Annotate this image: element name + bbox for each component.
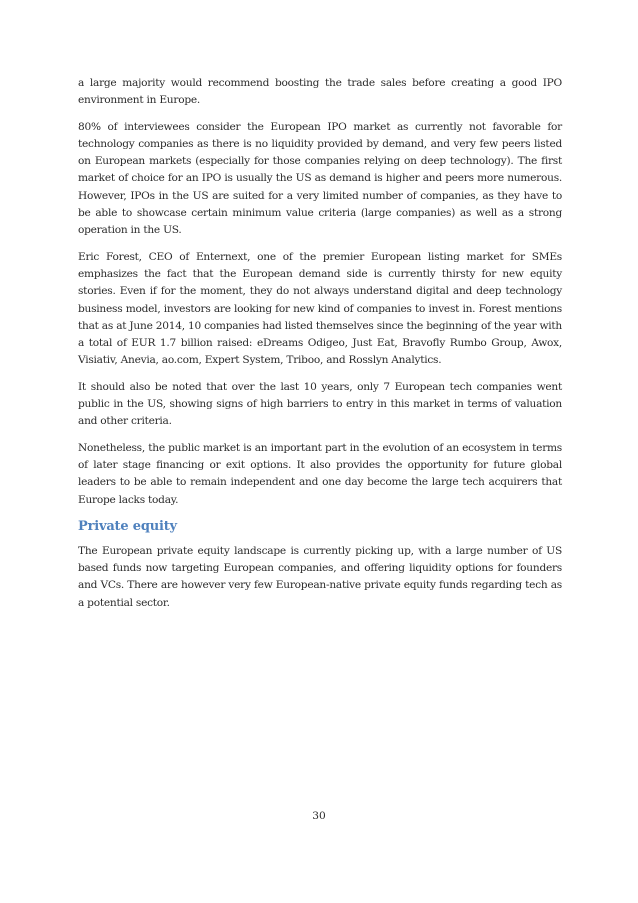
paragraph-2: 80% of interviewees consider the European IPO market as currently not favorable for technology companies as there is no liquidity provided by demand, and very few peers listed on European markets (especially for those companies relying on deep technology). The first market of choice for an IPO is usually the US as demand is higher and peers more numerous. However, IPOs in the US are suited for a very limited number of companies, as they have to be able to showcase certain minimum value criteria (large companies) as well as a strong operation in the US. — [78, 120, 562, 237]
page-number: 30 — [312, 810, 326, 822]
paragraph-3: Eric Forest, CEO of Enternext, one of the premier European listing market for SMEs emphasizes the fact that the European demand side is currently thirsty for new equity stories. Even if for the moment, they do not always understand digital and deep technology business model, investors are looking for new kind of companies to invest in. Forest mentions that as at June 2014, 10 companies had listed themselves since the beginning of the year with a total of EUR 1.7 billion raised: eDreams Odigeo, Just Eat, Bravofly Rumbo Group, Awox, Visiativ, Anevia, ao.com, Expert System, Triboo, and Rosslyn Analytics. — [78, 250, 562, 367]
section-paragraph-1: The European private equity landscape is currently picking up, with a large number of US based funds now targeting European companies, and offering liquidity options for founders and VCs. There are however very few European-native private equity funds regarding tech as a potential sector. — [78, 544, 562, 609]
paragraph-5: Nonetheless, the public market is an important part in the evolution of an ecosystem in terms of later stage financing or exit options. It also provides the opportunity for future global leaders to be able to remain independent and one day become the large tech acquirers that Europe lacks today. — [78, 441, 562, 506]
paragraph-1: a large majority would recommend boosting the trade sales before creating a good IPO environment in Europe. — [78, 77, 562, 107]
paragraph-4: It should also be noted that over the last 10 years, only 7 European tech companies went public in the US, showing signs of high barriers to entry in this market in terms of valuation and other criteria. — [78, 380, 562, 428]
page-body — [78, 75, 562, 621]
section-heading-private-equity: Private equity — [78, 518, 177, 534]
